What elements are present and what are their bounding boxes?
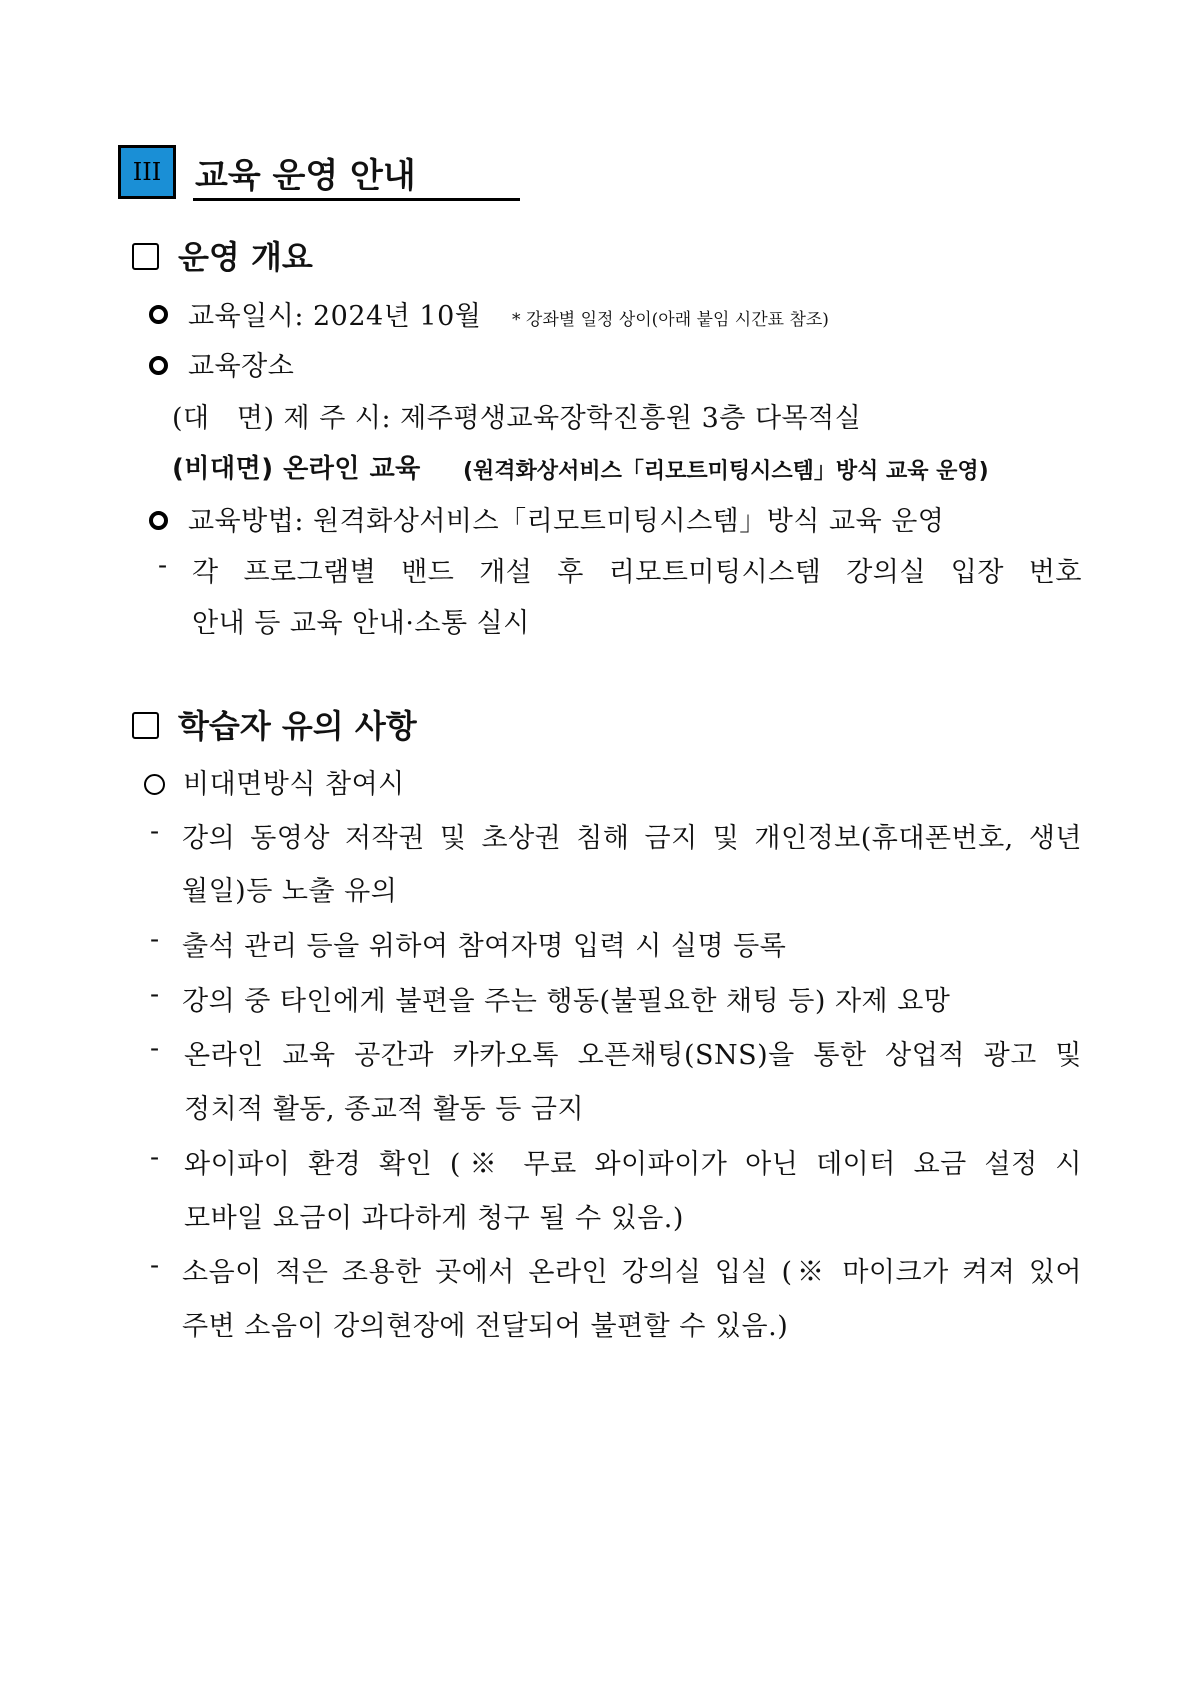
- note-item-line2: 월일)등 노출 유의: [182, 876, 398, 907]
- square-bullet-icon: [132, 243, 159, 270]
- method-detail-line2: 안내 등 교육 안내·소통 실시: [192, 608, 530, 639]
- dash-bullet: -: [150, 924, 160, 955]
- note-item-line1: 와이파이 환경 확인 (※ 무료 와이파이가 아닌 데이터 요금 설정 시: [184, 1149, 1082, 1180]
- dash-bullet: -: [150, 1250, 160, 1281]
- circle-bullet-icon: [149, 305, 168, 324]
- section-number: III: [132, 158, 162, 186]
- note-item-line2: 정치적 활동, 종교적 활동 등 금지: [184, 1094, 585, 1125]
- notes-subheading: 비대면방식 참여시: [183, 769, 405, 800]
- dash-bullet: -: [150, 816, 160, 847]
- section-title-underline: [193, 198, 520, 201]
- schedule-label: 교육일시: 2024년 10월: [188, 301, 482, 332]
- dash-bullet: -: [150, 1033, 160, 1064]
- overview-heading: 운영 개요: [178, 238, 313, 276]
- circle-bullet-icon: [144, 774, 165, 795]
- note-item-line2: 모바일 요금이 과다하게 청구 될 수 있음.): [184, 1203, 684, 1234]
- square-bullet-icon: [132, 712, 159, 739]
- schedule-note: * 강좌별 일정 상이(아래 붙임 시간표 참조): [512, 310, 829, 330]
- circle-bullet-icon: [149, 511, 168, 530]
- online-place-note: (원격화상서비스「리모트미팅시스템」방식 교육 운영): [463, 459, 989, 484]
- note-item-line1: 소음이 적은 조용한 곳에서 온라인 강의실 입실 (※ 마이크가 켜져 있어: [182, 1257, 1082, 1288]
- note-item-line1: 출석 관리 등을 위하여 참여자명 입력 시 실명 등록: [182, 931, 787, 962]
- online-place: (비대면) 온라인 교육: [172, 454, 421, 484]
- method-detail-line1: 각 프로그램별 밴드 개설 후 리모트미팅시스템 강의실 입장 번호: [192, 557, 1082, 588]
- note-item-line2: 주변 소음이 강의현장에 전달되어 불편할 수 있음.): [182, 1311, 789, 1342]
- note-item-line1: 온라인 교육 공간과 카카오톡 오픈채팅(SNS)을 통한 상업적 광고 및: [184, 1040, 1082, 1071]
- section-title: 교육 운영 안내: [195, 156, 416, 196]
- method-label: 교육방법: 원격화상서비스「리모트미팅시스템」방식 교육 운영: [188, 506, 945, 537]
- dash-bullet: -: [150, 979, 160, 1010]
- offline-place: (대 면) 제 주 시: 제주평생교육장학진흥원 3층 다목적실: [172, 403, 862, 434]
- note-item-line1: 강의 중 타인에게 불편을 주는 행동(불필요한 채팅 등) 자제 요망: [182, 986, 951, 1017]
- notes-heading: 학습자 유의 사항: [178, 707, 417, 745]
- circle-bullet-icon: [149, 356, 168, 375]
- place-label: 교육장소: [188, 351, 295, 382]
- dash-bullet: -: [150, 1142, 160, 1173]
- dash-bullet: -: [158, 550, 168, 581]
- note-item-line1: 강의 동영상 저작권 및 초상권 침해 금지 및 개인정보(휴대폰번호, 생년: [182, 823, 1082, 854]
- section-number-badge: [118, 145, 176, 199]
